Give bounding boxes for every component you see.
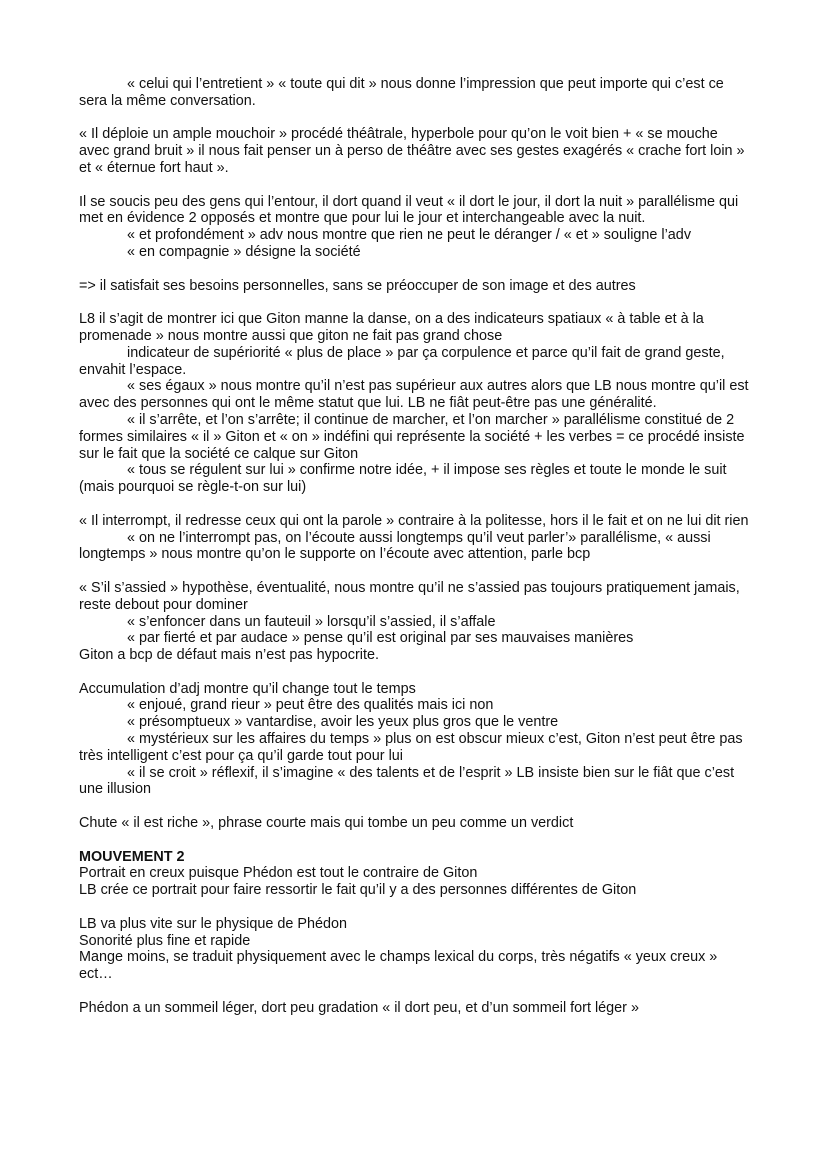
text-line: « ses égaux » nous montre qu’il n’est pas supérieur aux autres alors que LB nous montre qu’il est avec des personnes qui ont le même statut que lui. LB ne fiât peut-être pas une généralité.: [79, 378, 749, 412]
paragraph-2: [79, 126, 751, 176]
text-line: « en compagnie » désigne la société: [127, 243, 361, 260]
section-heading: MOUVEMENT 2: [79, 848, 185, 865]
paragraph-1: [79, 76, 751, 110]
text-line: Giton a bcp de défaut mais n’est pas hypocrite.: [79, 647, 379, 664]
paragraph-3: [79, 194, 751, 261]
paragraph-6: [79, 513, 751, 563]
text-line: « Il déploie un ample mouchoir » procédé théâtrale, hyperbole pour qu’on le voit bien + « se mouche avec grand bruit » il nous fait penser un à perso de théâtre avec ses gestes exagérés « crache fort loin » et « éternue fort haut ».: [79, 126, 745, 176]
text-line: LB crée ce portrait pour faire ressortir le fait qu’il y a des personnes différentes de Giton: [79, 882, 637, 899]
text-line: « s’enfoncer dans un fauteuil » lorsqu’il s’assied, il s’affale: [127, 613, 496, 630]
text-line: => il satisfait ses besoins personnelles, sans se préoccuper de son image et des autres: [79, 277, 636, 294]
text-line: « il se croit » réflexif, il s’imagine « des talents et de l’esprit » LB insiste bien sur le fiât que c’est une illusion: [79, 764, 735, 798]
paragraph-4: [79, 278, 751, 295]
paragraph-9: [79, 815, 751, 832]
paragraph-12: [79, 1000, 751, 1017]
text-line: « celui qui l’entretient » « toute qui dit » nous donne l’impression que peut importe qui c’est ce sera la même conversation.: [79, 76, 724, 109]
text-line: Mange moins, se traduit physiquement avec le champs lexical du corps, très négatifs « yeux creux » ect…: [79, 949, 718, 983]
text-line: « par fierté et par audace » pense qu’il est original par ses mauvaises manières: [127, 630, 634, 647]
text-line: « enjoué, grand rieur » peut être des qualités mais ici non: [127, 697, 494, 714]
text-line: « et profondément » adv nous montre que rien ne peut le déranger / « et » souligne l’adv: [127, 227, 692, 244]
text-line: Portrait en creux puisque Phédon est tout le contraire de Giton: [79, 865, 478, 882]
text-line: Chute « il est riche », phrase courte mais qui tombe un peu comme un verdict: [79, 815, 574, 832]
text-line: Accumulation d’adj montre qu’il change tout le temps: [79, 680, 416, 697]
text-line: « S’il s’assied » hypothèse, éventualité, nous montre qu’il ne s’assied pas toujours pratiquement jamais, reste debout pour dominer: [79, 579, 740, 613]
section-heading-block: [79, 849, 751, 899]
text-line: « tous se régulent sur lui » confirme notre idée, + il impose ses règles et toute le monde le suit (mais pourquoi se règle-t-on sur lui): [79, 462, 727, 496]
text-line: Il se soucis peu des gens qui l’entour, il dort quand il veut « il dort le jour, il dort la nuit » parallélisme qui met en évidence 2 opposés et montre que pour lui le jour et interchangeable avec la nuit.: [79, 193, 739, 227]
text-line: « mystérieux sur les affaires du temps » plus on est obscur mieux c’est, Giton n’est peut être pas très intelligent c’est pour ça qu’il garde tout pour lui: [79, 731, 743, 764]
paragraph-7: [79, 580, 751, 664]
text-line: « Il interrompt, il redresse ceux qui ont la parole » contraire à la politesse, hors il le fait et on ne lui dit rien: [79, 512, 749, 529]
text-line: « présomptueux » vantardise, avoir les yeux plus gros que le ventre: [127, 714, 559, 731]
text-line: LB va plus vite sur le physique de Phédon: [79, 915, 347, 932]
text-line: Phédon a un sommeil léger, dort peu gradation « il dort peu, et d’un sommeil fort léger »: [79, 999, 639, 1016]
text-line: L8 il s’agit de montrer ici que Giton manne la danse, on a des indicateurs spatiaux « à table et à la promenade » nous montre aussi que giton ne fait pas grand chose: [79, 311, 704, 344]
paragraph-8: [79, 681, 751, 799]
text-line: « on ne l’interrompt pas, on l’écoute aussi longtemps qu’il veut parler’» parallélisme, « aussi longtemps » nous montre qu’on le supporte on l’écoute avec attention, parle bcp: [79, 529, 711, 563]
document-page: [79, 76, 751, 1033]
text-line: Sonorité plus fine et rapide: [79, 932, 251, 949]
paragraph-5: [79, 311, 751, 496]
paragraph-11: [79, 916, 751, 983]
text-line: « il s’arrête, et l’on s’arrête; il continue de marcher, et l’on marcher » parallélisme constitué de 2 formes similaires « il » Giton et « on » indéfini qui représente la société + les verbes = ce procédé insiste sur le fait que la société ce calque sur Giton: [79, 411, 745, 462]
text-line: indicateur de supériorité « plus de place » par ça corpulence et parce qu’il fait de grand geste, envahit l’espace.: [79, 344, 725, 378]
